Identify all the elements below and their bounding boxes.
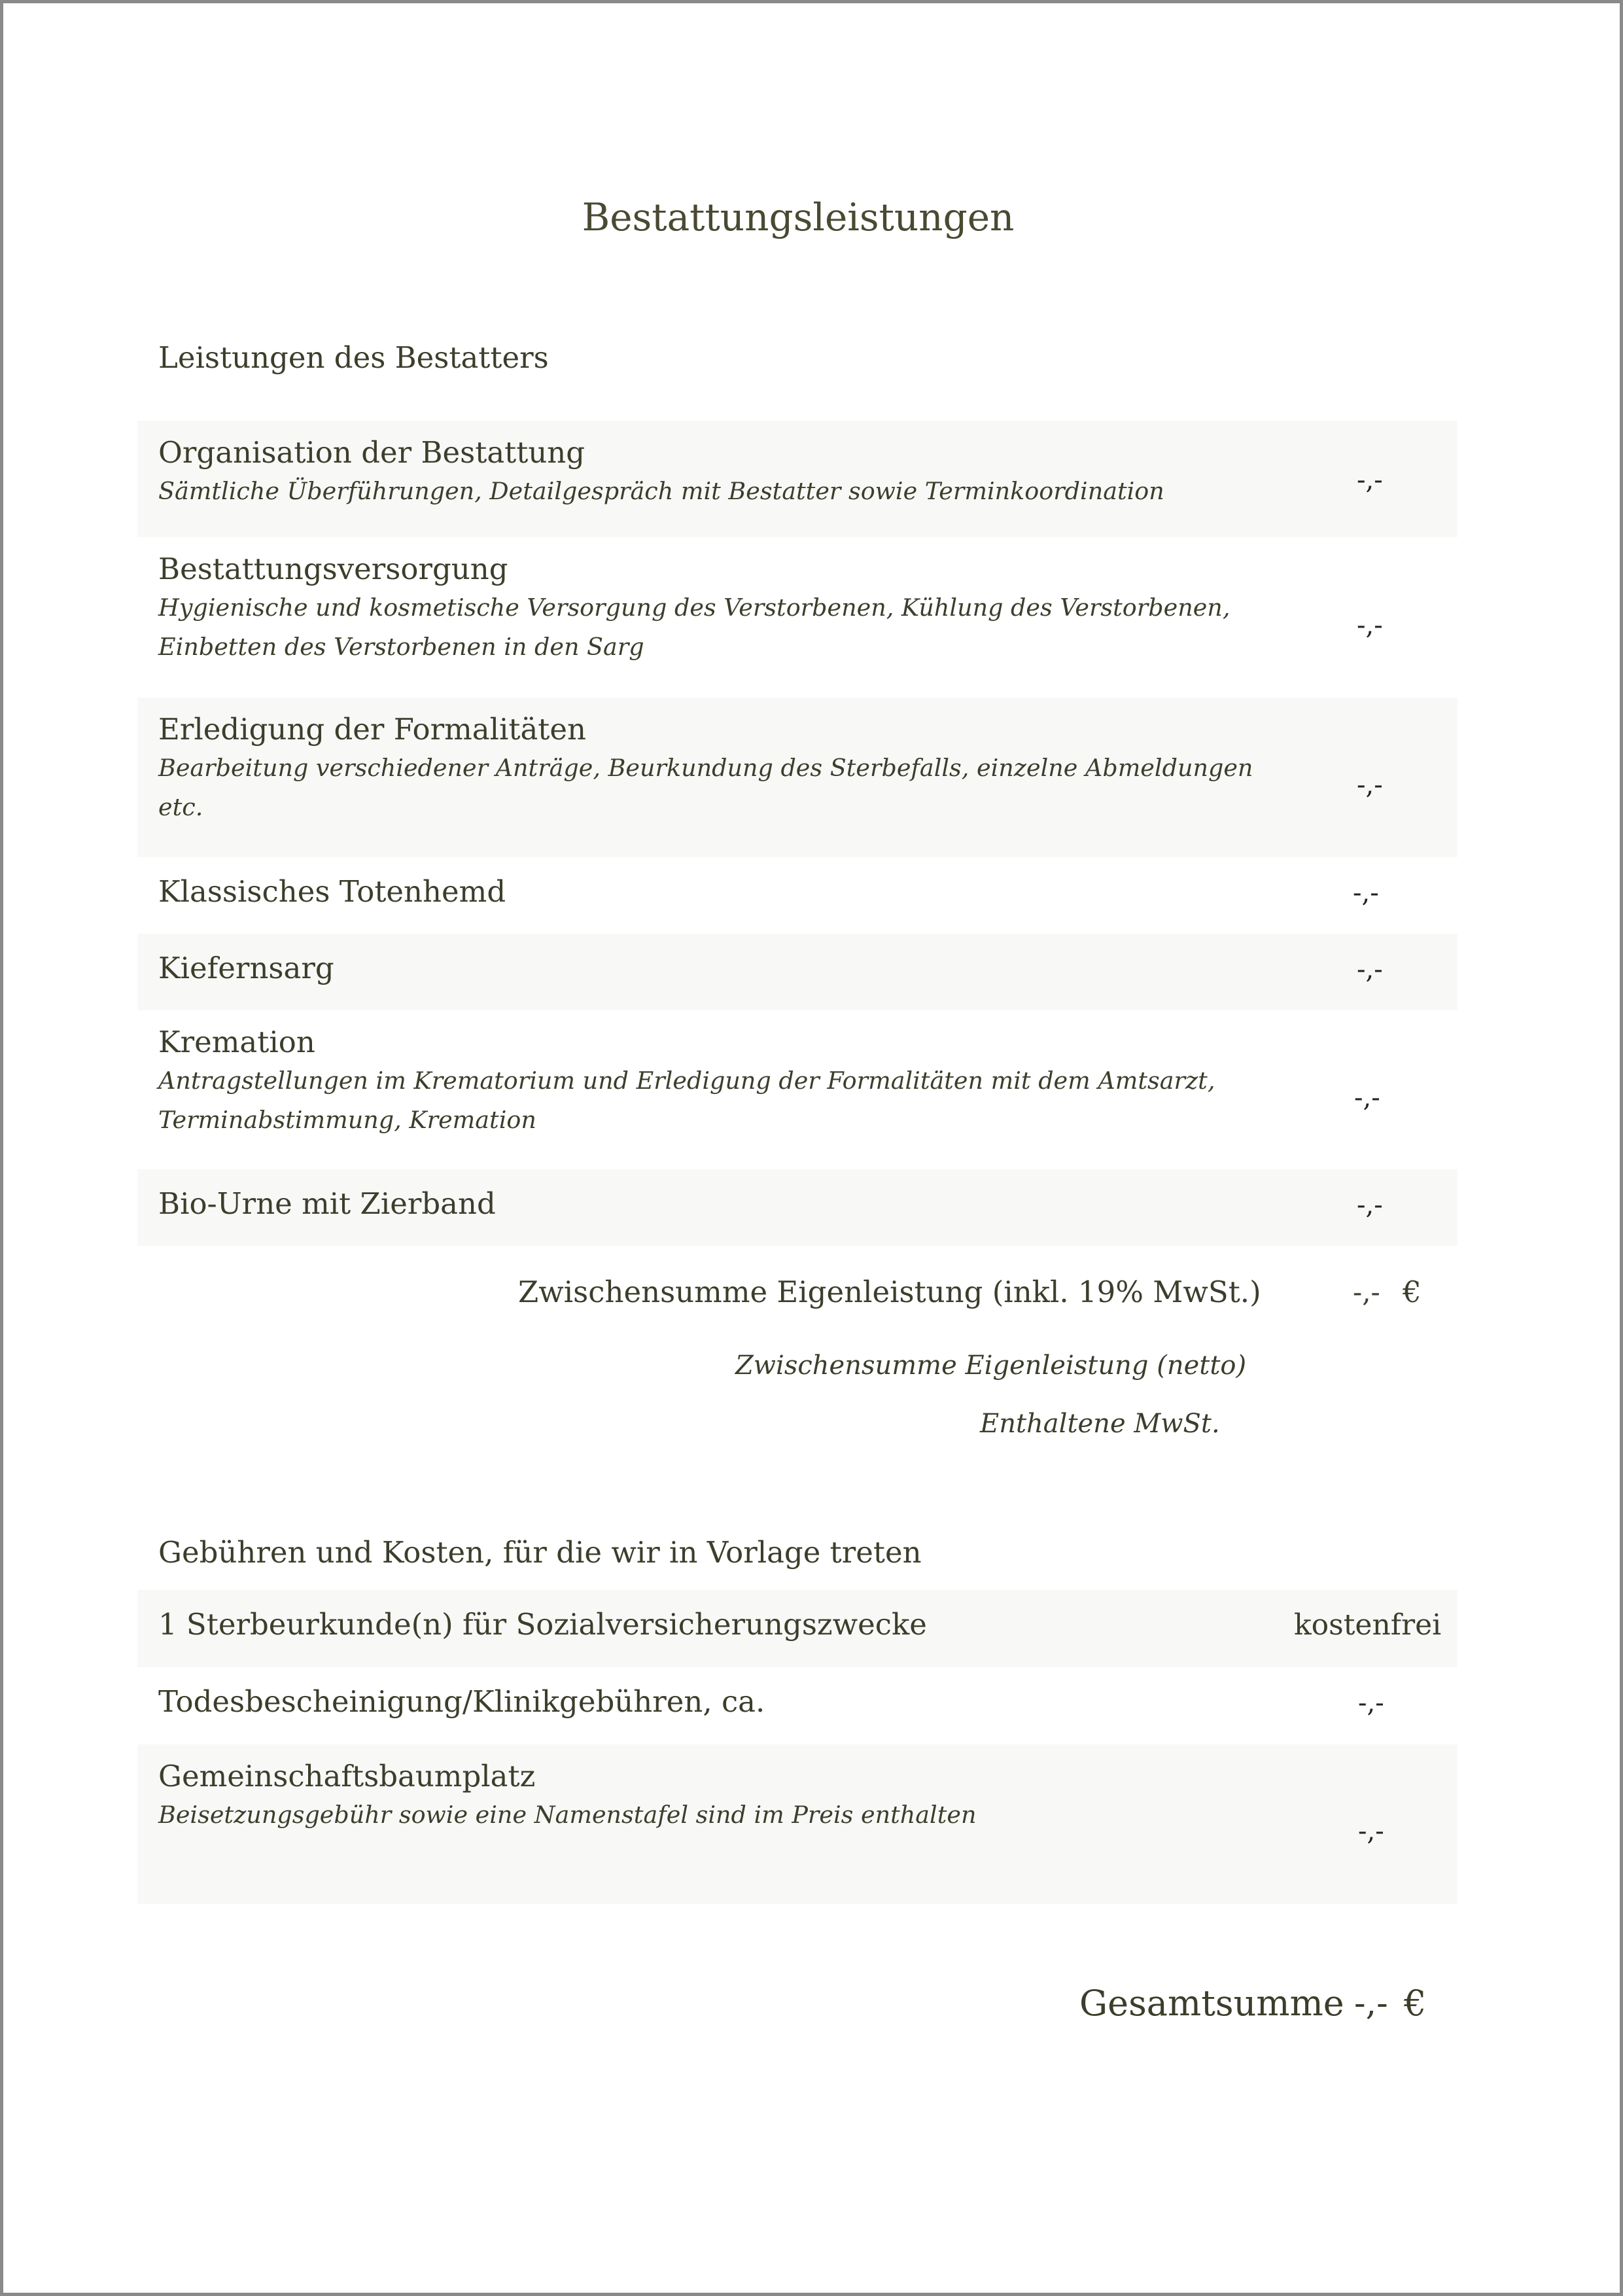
item-title: Erledigung der Formalitäten (158, 712, 586, 747)
subtotal-currency: € (1403, 1275, 1422, 1309)
item-title: Bio-Urne mit Zierband (158, 1186, 496, 1221)
list-item-formalitaeten (137, 698, 1457, 857)
section-heading-gebuehren: Gebühren und Kosten, für die wir in Vorlage treten (158, 1535, 922, 1570)
list-item-organisation (137, 421, 1457, 537)
item-price: -,- (1357, 610, 1383, 641)
list-item-bio-urne (137, 1169, 1457, 1246)
item-description-line1: Hygienische und kosmetische Versorgung des Verstorbenen, Kühlung des Verstorbenen, (158, 593, 1230, 622)
item-title: Bestattungsversorgung (158, 552, 508, 586)
item-description-line2: Einbetten des Verstorbenen in den Sarg (158, 633, 644, 661)
list-item-versorgung (137, 537, 1457, 698)
item-price: -,- (1358, 1816, 1384, 1846)
item-title: Organisation der Bestattung (158, 435, 585, 470)
list-item-sterbeurkunde (137, 1590, 1457, 1667)
list-item-kremation (137, 1010, 1457, 1169)
subtotal-value: -,- (1353, 1276, 1380, 1308)
item-price: -,- (1357, 1190, 1383, 1220)
item-description-line1: Antragstellungen im Krematorium und Erledigung der Formalitäten mit dem Amtsarzt, (158, 1067, 1215, 1095)
item-description: Beisetzungsgebühr sowie eine Namenstafel sind im Preis enthalten (158, 1801, 977, 1829)
item-title: Gemeinschaftsbaumplatz (158, 1759, 536, 1793)
page-title: Bestattungsleistungen (582, 195, 1015, 239)
item-price: -,- (1354, 1083, 1380, 1113)
total-value: -,- (1354, 1984, 1388, 2023)
list-item-totenhemd (137, 857, 1457, 934)
item-price: -,- (1357, 770, 1383, 800)
item-title: Kiefernsarg (158, 951, 334, 985)
item-price: -,- (1353, 878, 1379, 908)
item-description-line2: Terminabstimmung, Kremation (158, 1106, 536, 1134)
item-description: Sämtliche Überführungen, Detailgespräch mit Bestatter sowie Terminkoordination (158, 477, 1164, 505)
total-currency: € (1404, 1983, 1427, 2024)
item-price: kostenfrei (1294, 1608, 1442, 1642)
list-item-todesbescheinigung (137, 1667, 1457, 1744)
item-price: -,- (1358, 1688, 1384, 1718)
item-price: -,- (1357, 465, 1383, 495)
list-item-kiefernsarg (137, 934, 1457, 1010)
item-price: -,- (1357, 955, 1383, 985)
section-heading-bestatter: Leistungen des Bestatters (158, 340, 549, 375)
vat-label: Enthaltene MwSt. (980, 1409, 1220, 1439)
item-title: Kremation (158, 1025, 315, 1059)
item-title: Todesbescheinigung/Klinikgebühren, ca. (158, 1684, 765, 1719)
subtotal-label: Zwischensumme Eigenleistung (inkl. 19% MwSt.) (518, 1275, 1261, 1309)
total-label: Gesamtsumme (1079, 1983, 1344, 2024)
item-title: 1 Sterbeurkunde(n) für Sozialversicherungszwecke (158, 1607, 927, 1642)
item-title: Klassisches Totenhemd (158, 874, 506, 909)
subtotal-net-label: Zwischensumme Eigenleistung (netto) (735, 1351, 1247, 1381)
list-item-gemeinschaftsbaumplatz (137, 1744, 1457, 1904)
item-description: Bearbeitung verschiedener Anträge, Beurkundung des Sterbefalls, einzelne Abmeldungen etc. (158, 754, 1253, 821)
